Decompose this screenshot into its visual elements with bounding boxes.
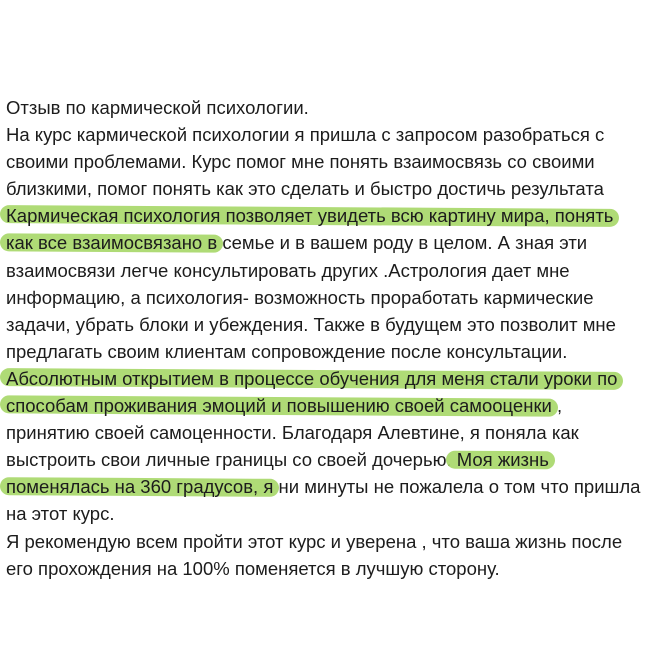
highlighted-phrase: Абсолютным открытием в процессе обучения для меня стали уроки по — [6, 367, 618, 389]
text-line — [6, 202, 645, 229]
review-text — [6, 94, 645, 582]
review-title: Отзыв по кармической психологии. — [6, 97, 309, 118]
highlighted-phrase: Моя жизнь — [451, 449, 549, 471]
text-line: его прохождения на 100% поменяется в лучшую сторону. — [6, 557, 500, 579]
text-fragment: , — [551, 395, 563, 417]
text-line: на этот курс. — [6, 503, 115, 525]
text-line: взаимосвязи легче консультировать других .Астрология дает мне — [6, 259, 570, 281]
highlighted-phrase: Кармическая психология позволяет увидеть всю картину мира, понять — [6, 205, 614, 227]
highlighted-phrase: поменялась на 360 градусов, я — [6, 476, 274, 498]
text-line: задачи, убрать блоки и убеждения. Также в будущем это позволит мне — [6, 313, 616, 335]
text-line — [6, 392, 645, 419]
text-fragment: ни минуты не пожалела о том что пришла — [273, 476, 641, 498]
text-line — [6, 473, 645, 500]
text-fragment: выстроить свои личные границы со своей дочерью. — [6, 449, 452, 471]
text-line — [6, 446, 645, 473]
text-line: принятию своей самоценности. Благодаря Алевтине, я поняла как — [6, 422, 579, 444]
text-line: своими проблемами. Курс помог мне понять взаимосвязь со своими — [6, 151, 595, 173]
text-line: Я рекомендую всем пройти этот курс и уверена , что ваша жизнь после — [6, 530, 623, 552]
text-line — [6, 365, 645, 392]
text-line: предлагать своим клиентам сопровождение после консультации. — [6, 340, 568, 362]
text-line: информацию, а психология- возможность проработать кармические — [6, 286, 594, 308]
text-fragment: семье и в вашем роду в целом. А зная эти — [217, 232, 588, 254]
text-line — [6, 229, 645, 256]
highlighted-phrase: как все взаимосвязано в — [6, 232, 218, 254]
text-line: близкими, помог понять как это сделать и быстро достичь результата — [6, 178, 604, 200]
highlighted-phrase: способам проживания эмоций и повышению своей самооценки — [6, 395, 552, 417]
text-line: На курс кармической психологии я пришла с запросом разобраться с — [6, 124, 605, 146]
